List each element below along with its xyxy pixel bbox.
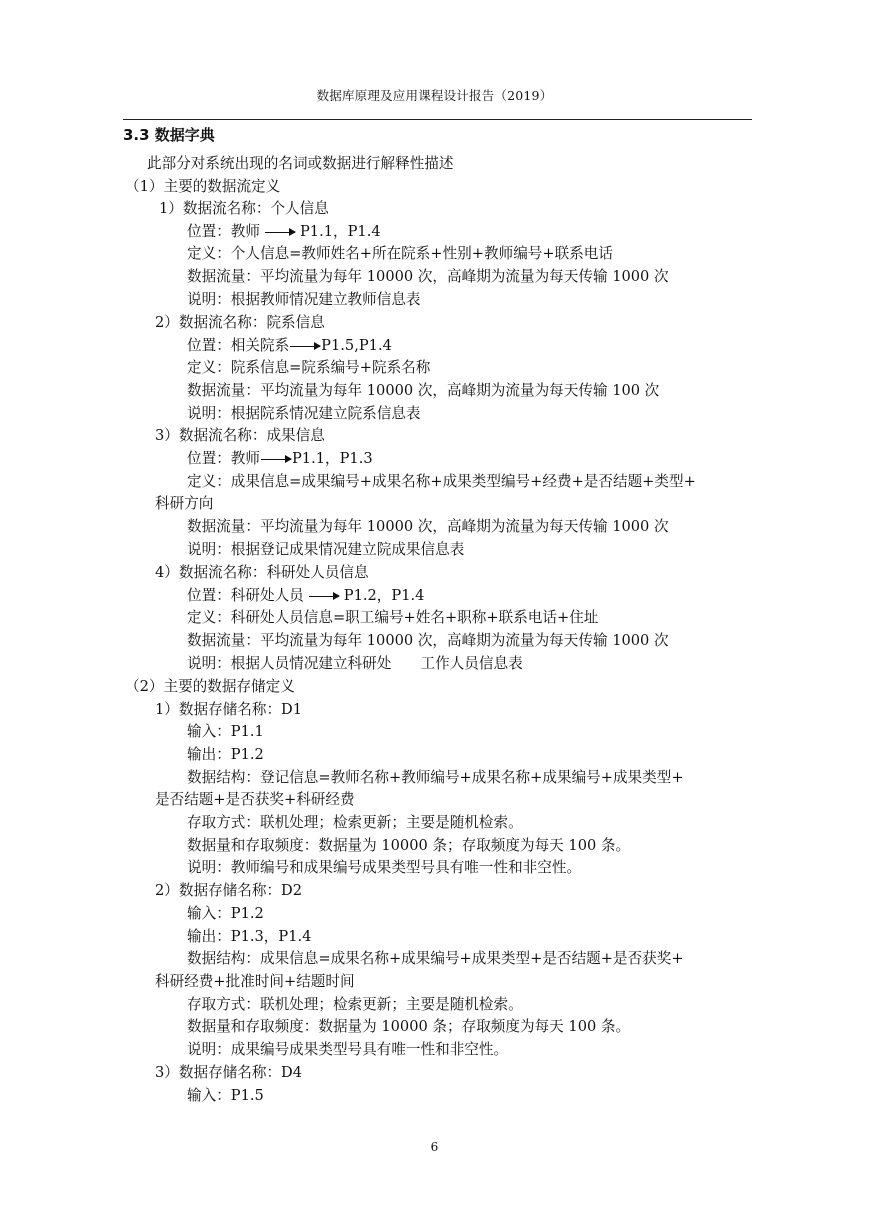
flow4-name: 4）数据流名称：科研处人员信息 <box>155 564 369 581</box>
intro-text: 此部分对系统出现的名词或数据进行解释性描述 <box>147 155 454 172</box>
store-d2-output: 输出：P1.3，P1.4 <box>187 928 312 945</box>
header-rule <box>123 119 752 120</box>
store-d1-output: 输出：P1.2 <box>187 746 264 763</box>
page-number: 6 <box>430 1140 439 1154</box>
flow4-position <box>187 586 424 606</box>
store-d2-note: 说明：成果编号成果类型号具有唯一性和非空性。 <box>187 1041 509 1058</box>
store-d1-input: 输入：P1.1 <box>187 723 264 740</box>
flow2-position-target: P1.5,P1.4 <box>321 337 392 354</box>
flow1-volume: 数据流量：平均流量为每年 10000 次，高峰期为流量为每天传输 1000 次 <box>187 268 669 285</box>
flow1-definition: 定义：个人信息=教师姓名+所在院系+性别+教师编号+联系电话 <box>187 245 613 262</box>
store-d1-note: 说明：教师编号和成果编号成果类型号具有唯一性和非空性。 <box>187 859 582 876</box>
flow3-definition: 定义：成果信息=成果编号+成果名称+成果类型编号+经费+是否结题+类型+ <box>187 473 696 490</box>
store-d2-name: 2）数据存储名称：D2 <box>155 882 303 899</box>
flow2-name: 2）数据流名称：院系信息 <box>155 314 325 331</box>
arrow-right-icon <box>290 346 320 347</box>
flow2-note: 说明：根据院系情况建立院系信息表 <box>187 405 421 422</box>
store-d1-structure: 数据结构：登记信息=教师名称+教师编号+成果名称+成果编号+成果类型+ <box>187 769 684 786</box>
flow4-position-target: P1.2，P1.4 <box>343 587 425 604</box>
flow1-position <box>187 222 381 242</box>
flow4-note: 说明：根据人员情况建立科研处 工作人员信息表 <box>187 655 523 672</box>
store-d1-access: 存取方式：联机处理；检索更新；主要是随机检索。 <box>187 814 523 831</box>
flow2-volume: 数据流量：平均流量为每年 10000 次，高峰期为流量为每天传输 100 次 <box>187 382 660 399</box>
flow3-definition-cont: 科研方向 <box>155 495 214 512</box>
flow2-definition: 定义：院系信息=院系编号+院系名称 <box>187 359 431 376</box>
stores-heading: （2）主要的数据存储定义 <box>125 678 295 695</box>
store-d2-structure: 数据结构：成果信息=成果名称+成果编号+成果类型+是否结题+是否获奖+ <box>187 950 684 967</box>
store-d2-access: 存取方式：联机处理；检索更新；主要是随机检索。 <box>187 996 523 1013</box>
store-d4-input: 输入：P1.5 <box>187 1087 264 1104</box>
flow1-position-target: P1.1，P1.4 <box>299 223 381 240</box>
flow2-position-source: 位置：相关院系 <box>187 337 290 354</box>
running-header: 数据库原理及应用课程设计报告（2019） <box>316 88 553 103</box>
flow4-definition: 定义：科研处人员信息=职工编号+姓名+职称+联系电话+住址 <box>187 609 599 626</box>
section-title: 3.3 数据字典 <box>123 126 215 144</box>
flows-heading: （1）主要的数据流定义 <box>125 178 281 195</box>
flow3-name: 3）数据流名称：成果信息 <box>155 427 325 444</box>
store-d1-name: 1）数据存储名称：D1 <box>155 701 303 718</box>
store-d2-structure-cont: 科研经费+批准时间+结题时间 <box>155 973 355 990</box>
flow3-position-source: 位置：教师 <box>187 450 260 467</box>
store-d1-frequency: 数据量和存取频度：数据量为 10000 条；存取频度为每天 100 条。 <box>187 837 631 854</box>
arrow-right-icon <box>265 232 295 233</box>
arrow-right-icon <box>309 596 339 597</box>
store-d2-input: 输入：P1.2 <box>187 905 264 922</box>
flow1-position-source: 位置：教师 <box>187 223 260 240</box>
flow3-position-target: P1.1，P1.3 <box>291 450 373 467</box>
flow3-note: 说明：根据登记成果情况建立院成果信息表 <box>187 541 465 558</box>
flow4-position-source: 位置：科研处人员 <box>187 587 304 604</box>
store-d4-name: 3）数据存储名称：D4 <box>155 1064 303 1081</box>
arrow-right-icon <box>261 459 291 460</box>
flow1-name: 1）数据流名称：个人信息 <box>159 200 329 217</box>
flow1-note: 说明：根据教师情况建立教师信息表 <box>187 291 421 308</box>
flow3-position <box>187 449 373 469</box>
flow3-volume: 数据流量：平均流量为每年 10000 次，高峰期为流量为每天传输 1000 次 <box>187 518 669 535</box>
flow4-volume: 数据流量：平均流量为每年 10000 次，高峰期为流量为每天传输 1000 次 <box>187 632 669 649</box>
store-d1-structure-cont: 是否结题+是否获奖+科研经费 <box>155 791 355 808</box>
store-d2-frequency: 数据量和存取频度：数据量为 10000 条；存取频度为每天 100 条。 <box>187 1018 631 1035</box>
flow2-position <box>187 336 392 356</box>
